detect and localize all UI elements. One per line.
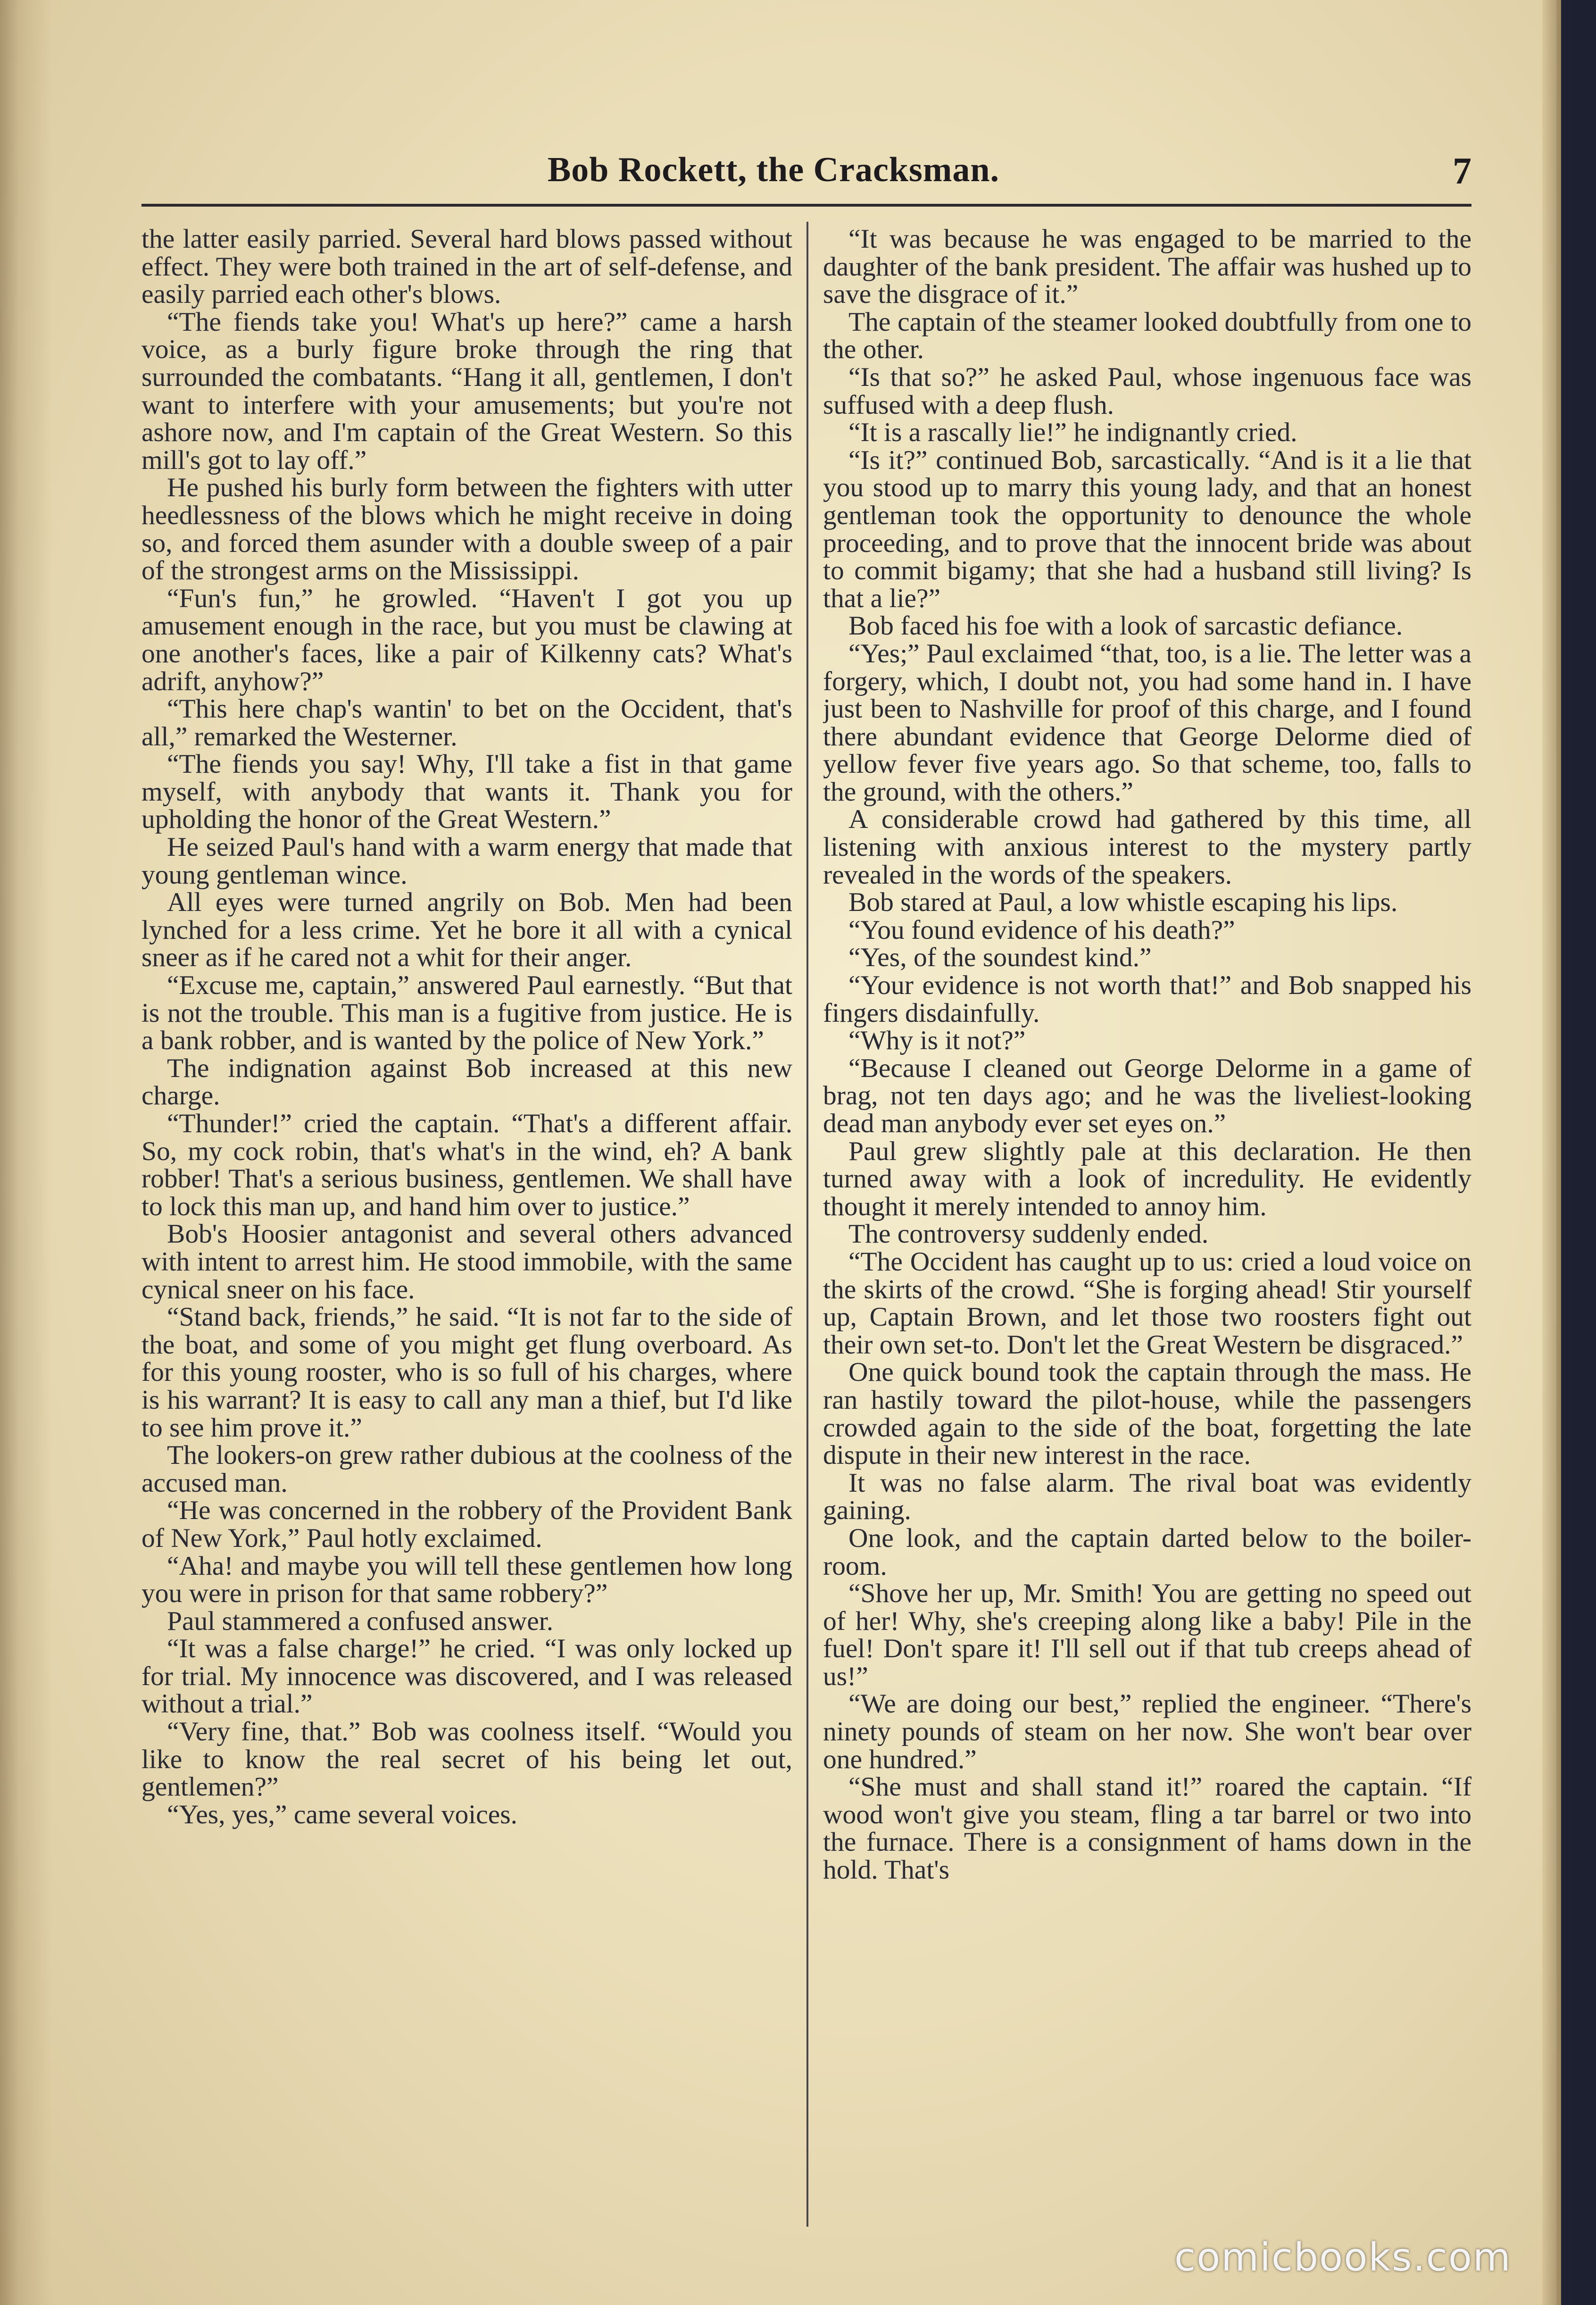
paragraph: Bob faced his foe with a look of sarcastic defiance.	[848, 611, 1403, 641]
paragraph: The controversy suddenly ended.	[848, 1219, 1209, 1249]
left-column	[141, 225, 792, 2226]
paragraph: “Thunder!” cried the captain. “That's a different affair. So, my cock robin, that's what's in the wind, eh? A bank robber! That's a serious business, gentlemen. We shall have to lock this man up, and hand him over to justice.”	[141, 1109, 792, 1221]
paragraph: Bob stared at Paul, a low whistle escaping his lips.	[848, 887, 1398, 918]
paragraph: “The Occident has caught up to us: cried a loud voice on the skirts of the crowd. “She is forging ahead! Stir yourself up, Captain Brown, and let those two roosters fight out their own set-to. Don't let the Great Western be disgraced.”	[823, 1246, 1471, 1360]
paragraph: He pushed his burly form between the fighters with utter heedlessness of the blows which he might receive in doing so, and forced them asunder with a double sweep of a pair of the strongest arms on the Mississippi.	[141, 473, 792, 586]
paragraph: One quick bound took the captain through the mass. He ran hastily toward the pilot-house, while the passengers crowded again to the side of the boat, forgetting the late dispute in their new interest in the race.	[823, 1357, 1471, 1470]
paragraph: “This here chap's wantin' to bet on the Occident, that's all,” remarked the Westerner.	[141, 694, 792, 752]
paragraph: “It is a rascally lie!” he indignantly cried.	[848, 418, 1297, 448]
paragraph: “Yes, yes,” came several voices.	[167, 1799, 517, 1829]
paragraph: “Your evidence is not worth that!” and Bob snapped his fingers disdainfully.	[823, 970, 1471, 1028]
paragraph: “Is it?” continued Bob, sarcastically. “And is it a lie that you stood up to marry this young lady, and that an honest gentleman took the opportunity to denounce the whole proceeding, and to prove that the innocent bride was about to commit bigamy; that she had a husband still living? Is that a lie?”	[823, 445, 1471, 613]
paragraph: “Very fine, that.” Bob was coolness itself. “Would you like to know the real secret of his being let out, gentlemen?”	[141, 1717, 792, 1802]
paragraph: All eyes were turned angrily on Bob. Men had been lynched for a less crime. Yet he bore it all with a cynical sneer as if he cared not a whit for their anger.	[141, 887, 792, 973]
paragraph: “He was concerned in the robbery of the Provident Bank of New York,” Paul hotly exclaimed.	[141, 1495, 792, 1553]
paragraph: “Fun's fun,” he growled. “Haven't I got you up amusement enough in the race, but you must be clawing at one another's faces, like a pair of Kilkenny cats? What's adrift, anyhow?”	[141, 583, 792, 696]
paragraph: “Because I cleaned out George Delorme in a game of brag, not ten days ago; and he was the liveliest-looking dead man anybody ever set eyes on.”	[823, 1053, 1471, 1138]
running-head	[141, 150, 1471, 202]
paragraph: “Yes, of the soundest kind.”	[848, 943, 1152, 973]
header-rule	[141, 204, 1471, 207]
page-number: 7	[1453, 150, 1471, 192]
paragraph: The captain of the steamer looked doubtfully from one to the other.	[823, 307, 1471, 365]
paragraph: “Why is it not?”	[848, 1026, 1026, 1056]
paragraph: “We are doing our best,” replied the engineer. “There's ninety pounds of steam on her now. She won't bear over one hundred.”	[823, 1689, 1471, 1774]
paragraph: It was no false alarm. The rival boat was evidently gaining.	[823, 1468, 1471, 1526]
paragraph: Paul grew slightly pale at this declaration. He then turned away with a look of incredulity. He evidently thought it merely intended to annoy him.	[823, 1136, 1471, 1221]
paragraph: A considerable crowd had gathered by this time, all listening with anxious interest to the mystery partly revealed in the words of the speakers.	[823, 804, 1471, 890]
paragraph: The lookers-on grew rather dubious at the coolness of the accused man.	[141, 1440, 792, 1498]
paragraph: Bob's Hoosier antagonist and several others advanced with intent to arrest him. He stood immobile, with the same cynical sneer on his face.	[141, 1219, 792, 1304]
paragraph: Paul stammered a confused answer.	[167, 1606, 554, 1636]
paragraph: One look, and the captain darted below to the boiler-room.	[823, 1523, 1471, 1581]
column-divider	[806, 222, 808, 2227]
paragraph: the latter easily parried. Several hard blows passed without effect. They were both trained in the art of self-defense, and easily parried each other's blows.	[141, 225, 792, 309]
paragraph: “It was a false charge!” he cried. “I was only locked up for trial. My innocence was discovered, and I was released without a trial.”	[141, 1634, 792, 1719]
watermark: comicbooks.com	[1174, 2235, 1512, 2280]
paragraph: “Excuse me, captain,” answered Paul earnestly. “But that is not the trouble. This man is a fugitive from justice. He is a bank robber, and is wanted by the police of New York.”	[141, 970, 792, 1056]
paragraph: “Is that so?” he asked Paul, whose ingenuous face was suffused with a deep flush.	[823, 362, 1471, 420]
paragraph: “Aha! and maybe you will tell these gentlemen how long you were in prison for that same robbery?”	[141, 1551, 792, 1609]
paragraph: “The fiends you say! Why, I'll take a fist in that game myself, with anybody that wants it. Thank you for upholding the honor of the Great Western.”	[141, 749, 792, 835]
paragraph: “Yes;” Paul exclaimed “that, too, is a lie. The letter was a forgery, which, I doubt not, you had some hand in. I have just been to Nashville for proof of this charge, and I found there abundant evidence that George Delorme died of yellow fever five years ago. So that scheme, too, falls to the ground, with the others.”	[823, 638, 1471, 807]
paragraph: “She must and shall stand it!” roared the captain. “If wood won't give you steam, fling a tar barrel or two into the furnace. There is a consignment of hams down in the hold. That's	[823, 1772, 1471, 1885]
paragraph: The indignation against Bob increased at this new charge.	[141, 1053, 792, 1111]
paragraph: “Shove her up, Mr. Smith! You are getting no speed out of her! Why, she's creeping along like a baby! Pile in the fuel! Don't spare it! I'll sell out if that tub creeps ahead of us!”	[823, 1578, 1471, 1691]
paragraph: “It was because he was engaged to be married to the daughter of the bank president. The affair was hushed up to save the disgrace of it.”	[823, 225, 1471, 309]
running-title: Bob Rockett, the Cracksman.	[547, 150, 1000, 189]
paragraph: “You found evidence of his death?”	[848, 915, 1235, 945]
paragraph: “Stand back, friends,” he said. “It is not far to the side of the boat, and some of you might get flung overboard. As for this young rooster, who is so full of his charges, where is his warrant? It is easy to call any man a thief, but I'd like to see him prove it.”	[141, 1302, 792, 1443]
right-column	[823, 225, 1471, 2226]
paragraph: He seized Paul's hand with a warm energy that made that young gentleman wince.	[141, 832, 792, 890]
paragraph: “The fiends take you! What's up here?” came a harsh voice, as a burly figure broke through the ring that surrounded the combatants. “Hang it all, gentlemen, I don't want to interfere with your amusements; but you're not ashore now, and I'm captain of the Great Western. So this mill's got to lay off.”	[141, 307, 792, 475]
